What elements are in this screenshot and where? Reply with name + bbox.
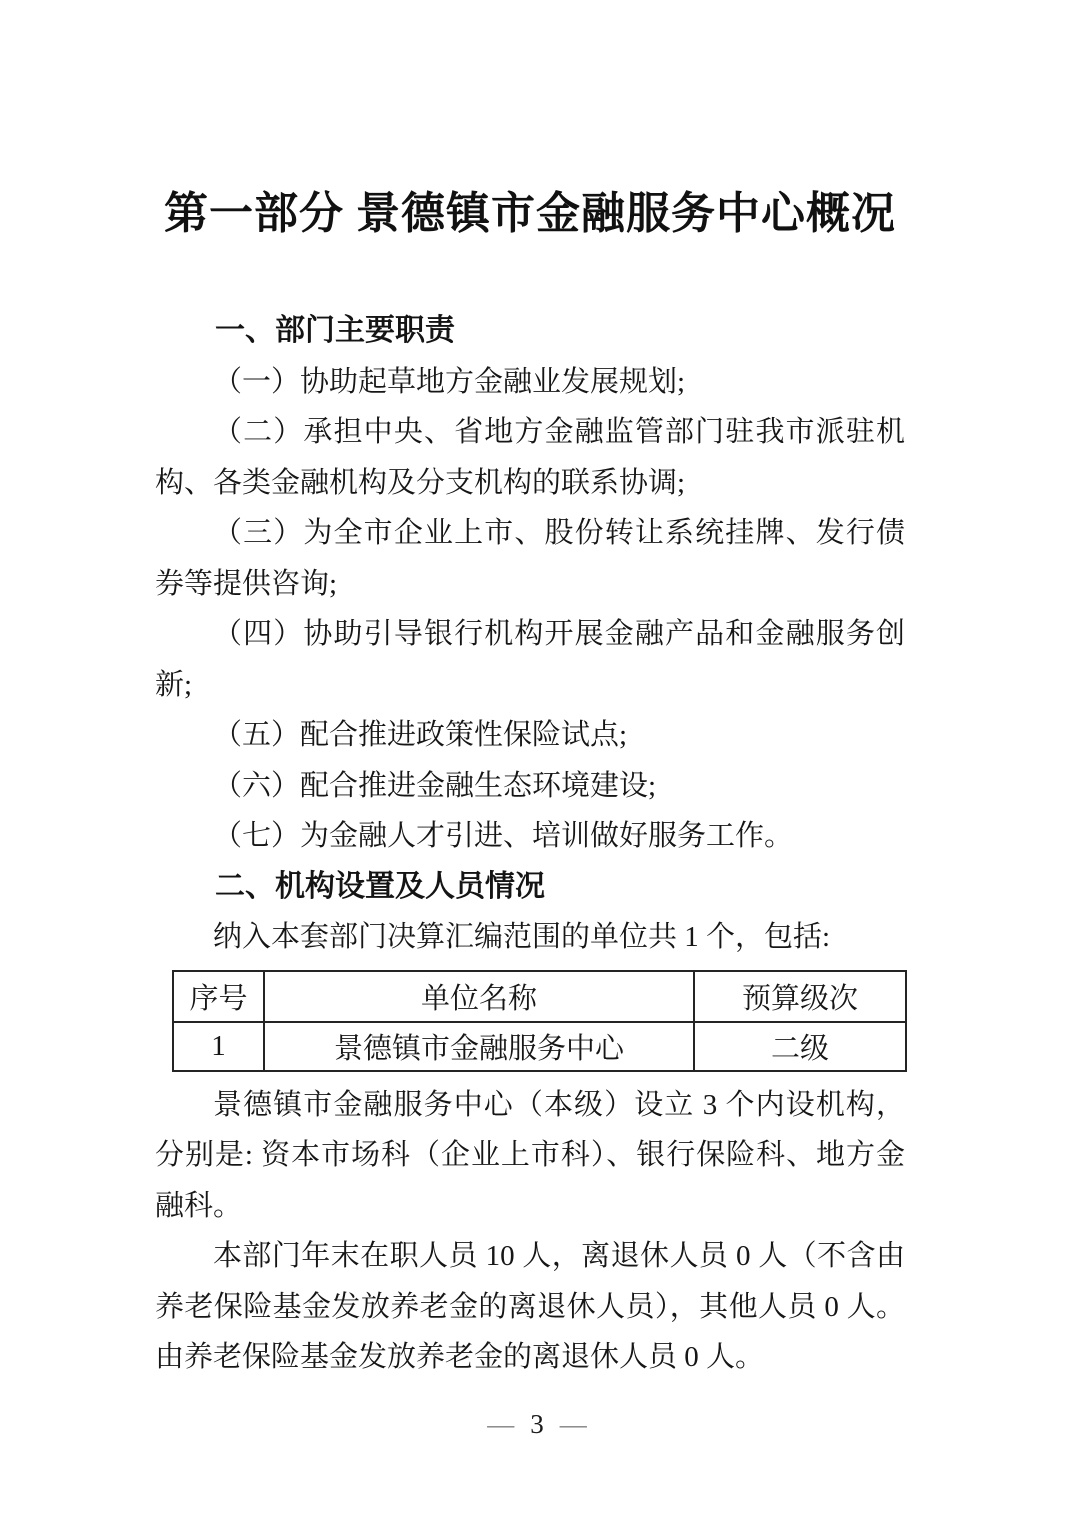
section-heading-organization: 二、机构设置及人员情况 bbox=[215, 869, 545, 903]
col-header-budget-level: 预算级次 bbox=[694, 971, 906, 1022]
document-title: 第一部分 景德镇市金融服务中心概况 bbox=[164, 189, 896, 238]
para-internal-orgs: 景德镇市金融服务中心（本级）设立 3 个内设机构，分别是: 资本市场科（企业上市科）、银行保险科、地方金融科。 bbox=[155, 1088, 905, 1222]
duty-item-5: （五）配合推进政策性保险试点; bbox=[213, 719, 628, 751]
col-header-serial: 序号 bbox=[173, 971, 264, 1022]
page-footer bbox=[0, 1408, 1074, 1440]
duty-item-4: （四）协助引导银行机构开展金融产品和金融服务创新; bbox=[155, 618, 905, 701]
section-heading-duties: 一、部门主要职责 bbox=[215, 314, 455, 347]
footer-dash-right: — bbox=[559, 1409, 587, 1439]
units-table-row bbox=[173, 1022, 906, 1071]
cell-budget-level: 二级 bbox=[694, 1022, 906, 1071]
cell-unit-name: 景德镇市金融服务中心 bbox=[264, 1022, 694, 1071]
duty-item-3: （三）为全市企业上市、股份转让系统挂牌、发行债券等提供咨询; bbox=[155, 517, 905, 600]
page-number: 3 bbox=[530, 1409, 544, 1439]
duty-item-2: （二）承担中央、省地方金融监管部门驻我市派驻机构、各类金融机构及分支机构的联系协调; bbox=[155, 416, 905, 499]
footer-dash-left: — bbox=[487, 1409, 515, 1439]
duty-item-7: （七）为金融人才引进、培训做好服务工作。 bbox=[213, 820, 794, 852]
cell-serial: 1 bbox=[173, 1022, 264, 1071]
units-table bbox=[172, 970, 907, 1072]
duty-item-6: （六）配合推进金融生态环境建设; bbox=[213, 769, 657, 802]
duty-item-1: （一）协助起草地方金融业发展规划; bbox=[213, 365, 686, 398]
para-staffing: 本部门年末在职人员 10 人，离退休人员 0 人（不含由养老保险基金发放养老金的离退休人员），其他人员 0 人。由养老保险基金发放养老金的离退休人员 0 人。 bbox=[155, 1240, 905, 1373]
units-table-header-row bbox=[173, 971, 906, 1022]
col-header-unit-name: 单位名称 bbox=[264, 971, 694, 1022]
org-intro: 纳入本套部门决算汇编范围的单位共 1 个，包括: bbox=[213, 921, 831, 953]
